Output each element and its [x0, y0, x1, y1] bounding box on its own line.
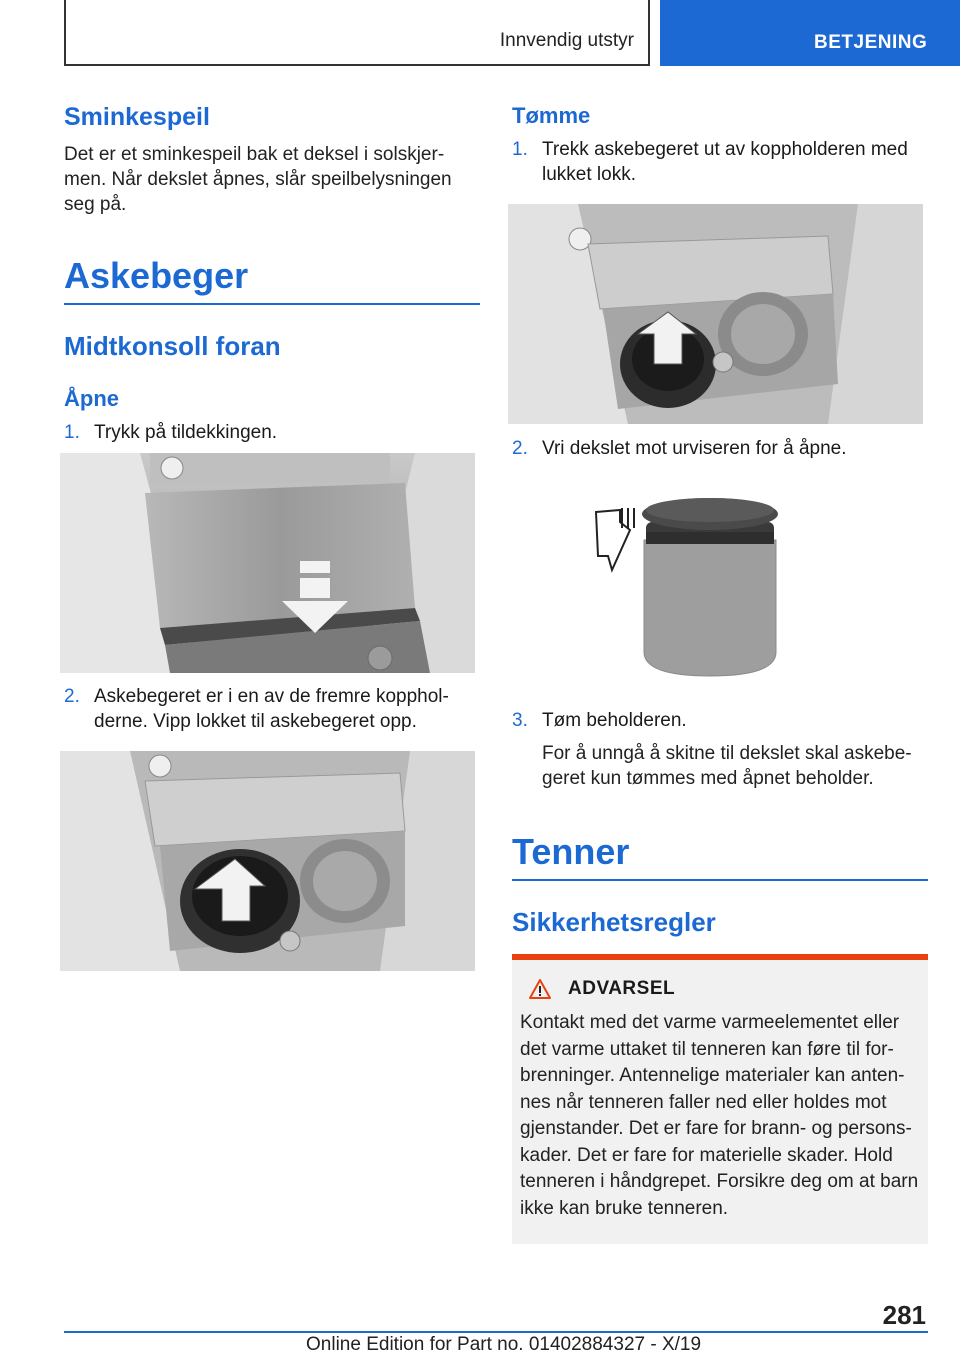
step-text: Vri dekslet mot urviseren for å åpne.	[542, 438, 847, 459]
console-cover-image	[60, 453, 475, 673]
step-text: Trekk askebegeret ut av koppholderen med lukket lokk.	[542, 139, 908, 185]
right-step-2-wrap	[512, 436, 928, 461]
cup-holder-open-image	[60, 751, 475, 971]
step-number: 2.	[512, 438, 528, 459]
heading-tomme: Tømme	[512, 103, 591, 128]
warning-box	[512, 960, 928, 1244]
right-step-3-wrap	[512, 708, 928, 1244]
left-step-1	[64, 420, 480, 445]
section-tab[interactable]	[660, 0, 960, 66]
section-tab-label: BETJENING	[814, 32, 928, 53]
left-step-2	[64, 684, 480, 734]
right-column	[512, 103, 928, 187]
step-number: 3.	[512, 710, 528, 731]
heading-askebeger: Askebeger	[64, 255, 249, 296]
chapter-title: Innvendig utstyr	[499, 30, 634, 51]
tenner-rule	[512, 879, 928, 881]
step-number: 2.	[64, 686, 80, 707]
sminkespeil-text: Det er et sminkespeil bak et deksel i solskjer- men. Når dekslet åpnes, slår speilbelysningen seg på.	[64, 144, 452, 215]
warning-triangle-icon	[528, 978, 552, 1000]
warning-text: Kontakt med det varme varmeelementet eller det varme uttaket til tenneren kan føre til for- brenninger. Antennelige materialer kan anten- nes når tenneren faller ned eller holdes mot gjenstander. Det er fare for brann- og persons- kader. Det er fare for materielle skader. Hold tenneren i håndgrepet. Forsikre deg om at barn ikke kan bruke tenneren.	[520, 1012, 919, 1219]
right-step-3	[512, 708, 928, 733]
right-step-1	[512, 137, 928, 187]
heading-midtkonsoll: Midtkonsoll foran	[64, 331, 281, 361]
step-text: Askebegeret er i en av de fremre kopphol- derne. Vipp lokket til askebegeret opp.	[94, 686, 449, 732]
step-number: 1.	[64, 422, 80, 443]
footer-edition: Online Edition for Part no. 01402884327 - X/19	[306, 1334, 702, 1355]
warning-title	[528, 978, 920, 1000]
footer-rule	[64, 1331, 928, 1333]
step-3-note: For å unngå å skitne til dekslet skal askebe- geret kun tømmes med åpnet beholder.	[542, 743, 912, 789]
ashtray-pull-image	[508, 204, 923, 424]
ashtray-twist-illustration	[590, 492, 790, 682]
page-number: 281	[882, 1300, 926, 1330]
step-text: Trykk på tildekkingen.	[94, 422, 278, 443]
step-number: 1.	[512, 139, 528, 160]
step-text: Tøm beholderen.	[542, 710, 687, 731]
left-step-2-wrap	[64, 684, 480, 734]
heading-sikkerhetsregler: Sikkerhetsregler	[512, 907, 716, 937]
warning-label: ADVARSEL	[568, 978, 676, 999]
heading-tenner: Tenner	[512, 831, 630, 872]
header-chapter-box	[64, 0, 650, 66]
askebeger-rule	[64, 303, 480, 305]
heading-sminkespeil: Sminkespeil	[64, 103, 210, 131]
heading-apne: Åpne	[64, 386, 119, 411]
right-step-2	[512, 436, 928, 461]
left-column	[64, 103, 480, 445]
